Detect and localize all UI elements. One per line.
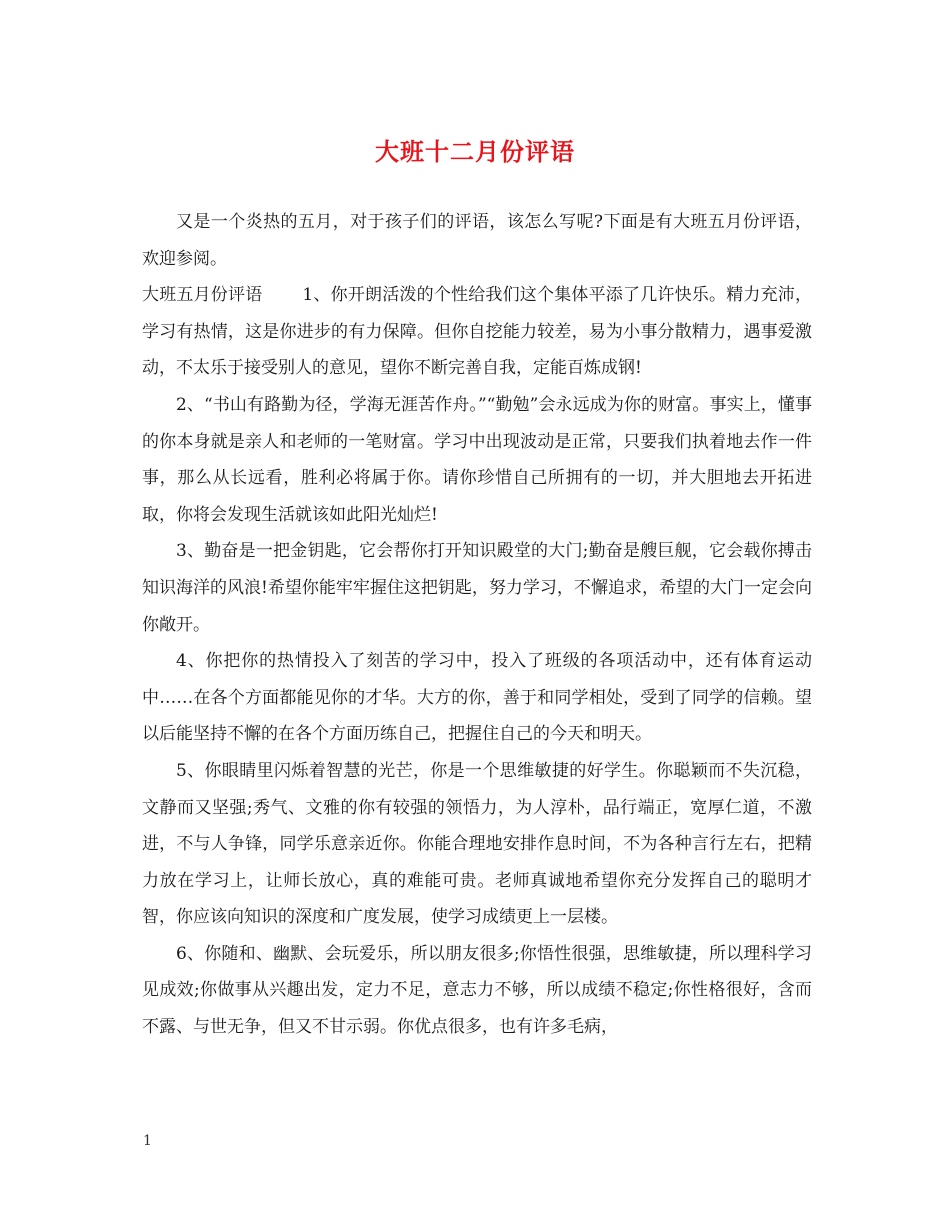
- intro-paragraph: 又是一个炎热的五月，对于孩子们的评语，该怎么写呢?下面是有大班五月份评语，欢迎参阅。: [142, 212, 812, 269]
- section-label: 大班五月份评语: [142, 285, 263, 306]
- paragraph-5: 5、你眼睛里闪烁着智慧的光芒，你是一个思维敏捷的好学生。你聪颖而不失沉稳，文静而又坚强;秀气、文雅的你有较强的领悟力，为人淳朴，品行端正，宽厚仁道，不激进，不与人争锋，同学乐意亲近你。你能合理地安排作息时间，不为各种言行左右，把精力放在学习上，让师长放心，真的难能可贵。老师真诚地希望你充分发挥自己的聪明才智，你应该向知识的深度和广度发展，使学习成绩更上一层楼。: [142, 760, 812, 928]
- page-number: 1: [143, 1133, 152, 1149]
- document-title: 大班十二月份评语: [375, 137, 575, 166]
- paragraph-6: 6、你随和、幽默、会玩爱乐，所以朋友很多;你悟性很强，思维敏捷，所以理科学习见成效;你做事从兴趣出发，定力不足，意志力不够，所以成绩不稳定;你性格很好，含而不露、与世无争，但又不甘示弱。你优点很多，也有许多毛病，: [142, 943, 812, 1038]
- paragraph-2: 2、“书山有路勤为径，学海无涯苦作舟。”“勤勉”会永远成为你的财富。事实上，懂事的你本身就是亲人和老师的一笔财富。学习中出现波动是正常，只要我们执着地去作一件事，那么从长远看，胜利必将属于你。请你珍惜自己所拥有的一切，并大胆地去开拓进取，你将会发现生活就该如此阳光灿烂!: [142, 394, 812, 525]
- document-body: [142, 204, 812, 1046]
- paragraph-4: 4、你把你的热情投入了刻苦的学习中，投入了班级的各项活动中，还有体育运动中……在各个方面都能见你的才华。大方的你，善于和同学相处，受到了同学的信赖。望以后能坚持不懈的在各个方面历练自己，把握住自己的今天和明天。: [142, 651, 812, 745]
- paragraph-1-text: 1、你开朗活泼的个性给我们这个集体平添了几许快乐。精力充沛，学习有热情，这是你进步的有力保障。但你自挖能力较差，易为小事分散精力，遇事爱激动，不太乐于接受别人的意见，望你不断完善自我，定能百炼成钢!: [142, 285, 812, 379]
- paragraph-1: [142, 277, 812, 387]
- paragraph-3: 3、勤奋是一把金钥匙，它会帮你打开知识殿堂的大门;勤奋是艘巨舰，它会载你搏击知识海洋的风浪!希望你能牢牢握住这把钥匙，努力学习，不懈追求，希望的大门一定会向你敞开。: [142, 541, 812, 635]
